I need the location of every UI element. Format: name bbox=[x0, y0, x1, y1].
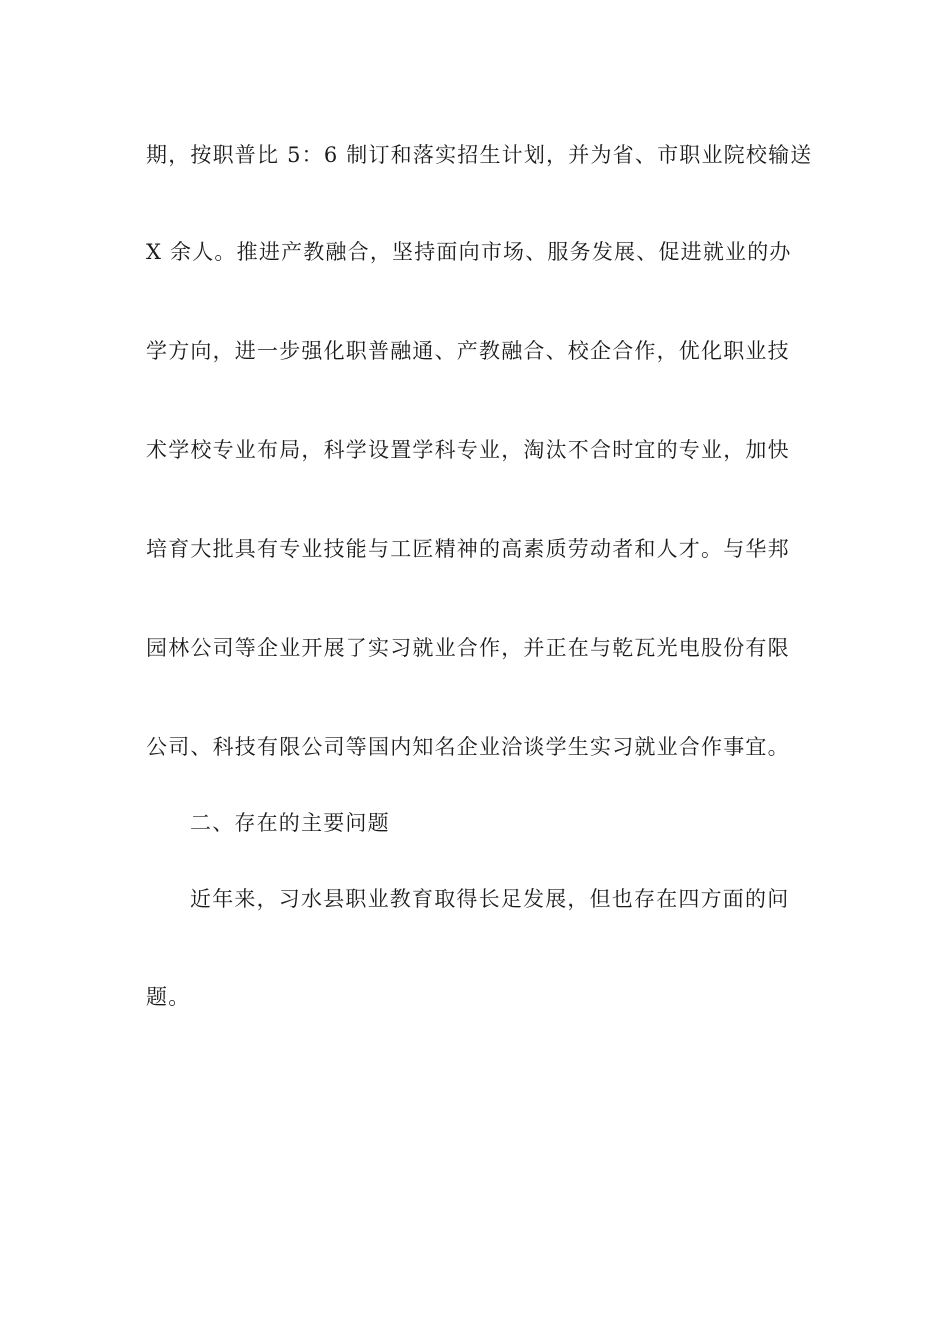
paragraph-line: 近年来，习水县职业教育取得长足发展，但也存在四方面的问 bbox=[190, 887, 790, 911]
paragraph-line: 公司、科技有限公司等国内知名企业洽谈学生实习就业合作事宜。 bbox=[146, 735, 790, 759]
paragraph-line: 期，按职普比 5：6 制订和落实招生计划，并为省、市职业院校输送 bbox=[146, 143, 813, 167]
section-heading: 二、存在的主要问题 bbox=[190, 811, 390, 835]
paragraph-line: 术学校专业布局，科学设置学科专业，淘汰不合时宜的专业，加快 bbox=[146, 438, 790, 462]
paragraph-line: 学方向，进一步强化职普融通、产教融合、校企合作，优化职业技 bbox=[146, 339, 790, 363]
paragraph-line: X 余人。推进产教融合，坚持面向市场、服务发展、促进就业的办 bbox=[146, 240, 792, 264]
paragraph-line: 培育大批具有专业技能与工匠精神的高素质劳动者和人才。与华邦 bbox=[146, 537, 790, 561]
paragraph-line: 题。 bbox=[146, 985, 191, 1009]
paragraph-line: 园林公司等企业开展了实习就业合作，并正在与乾瓦光电股份有限 bbox=[146, 636, 790, 660]
